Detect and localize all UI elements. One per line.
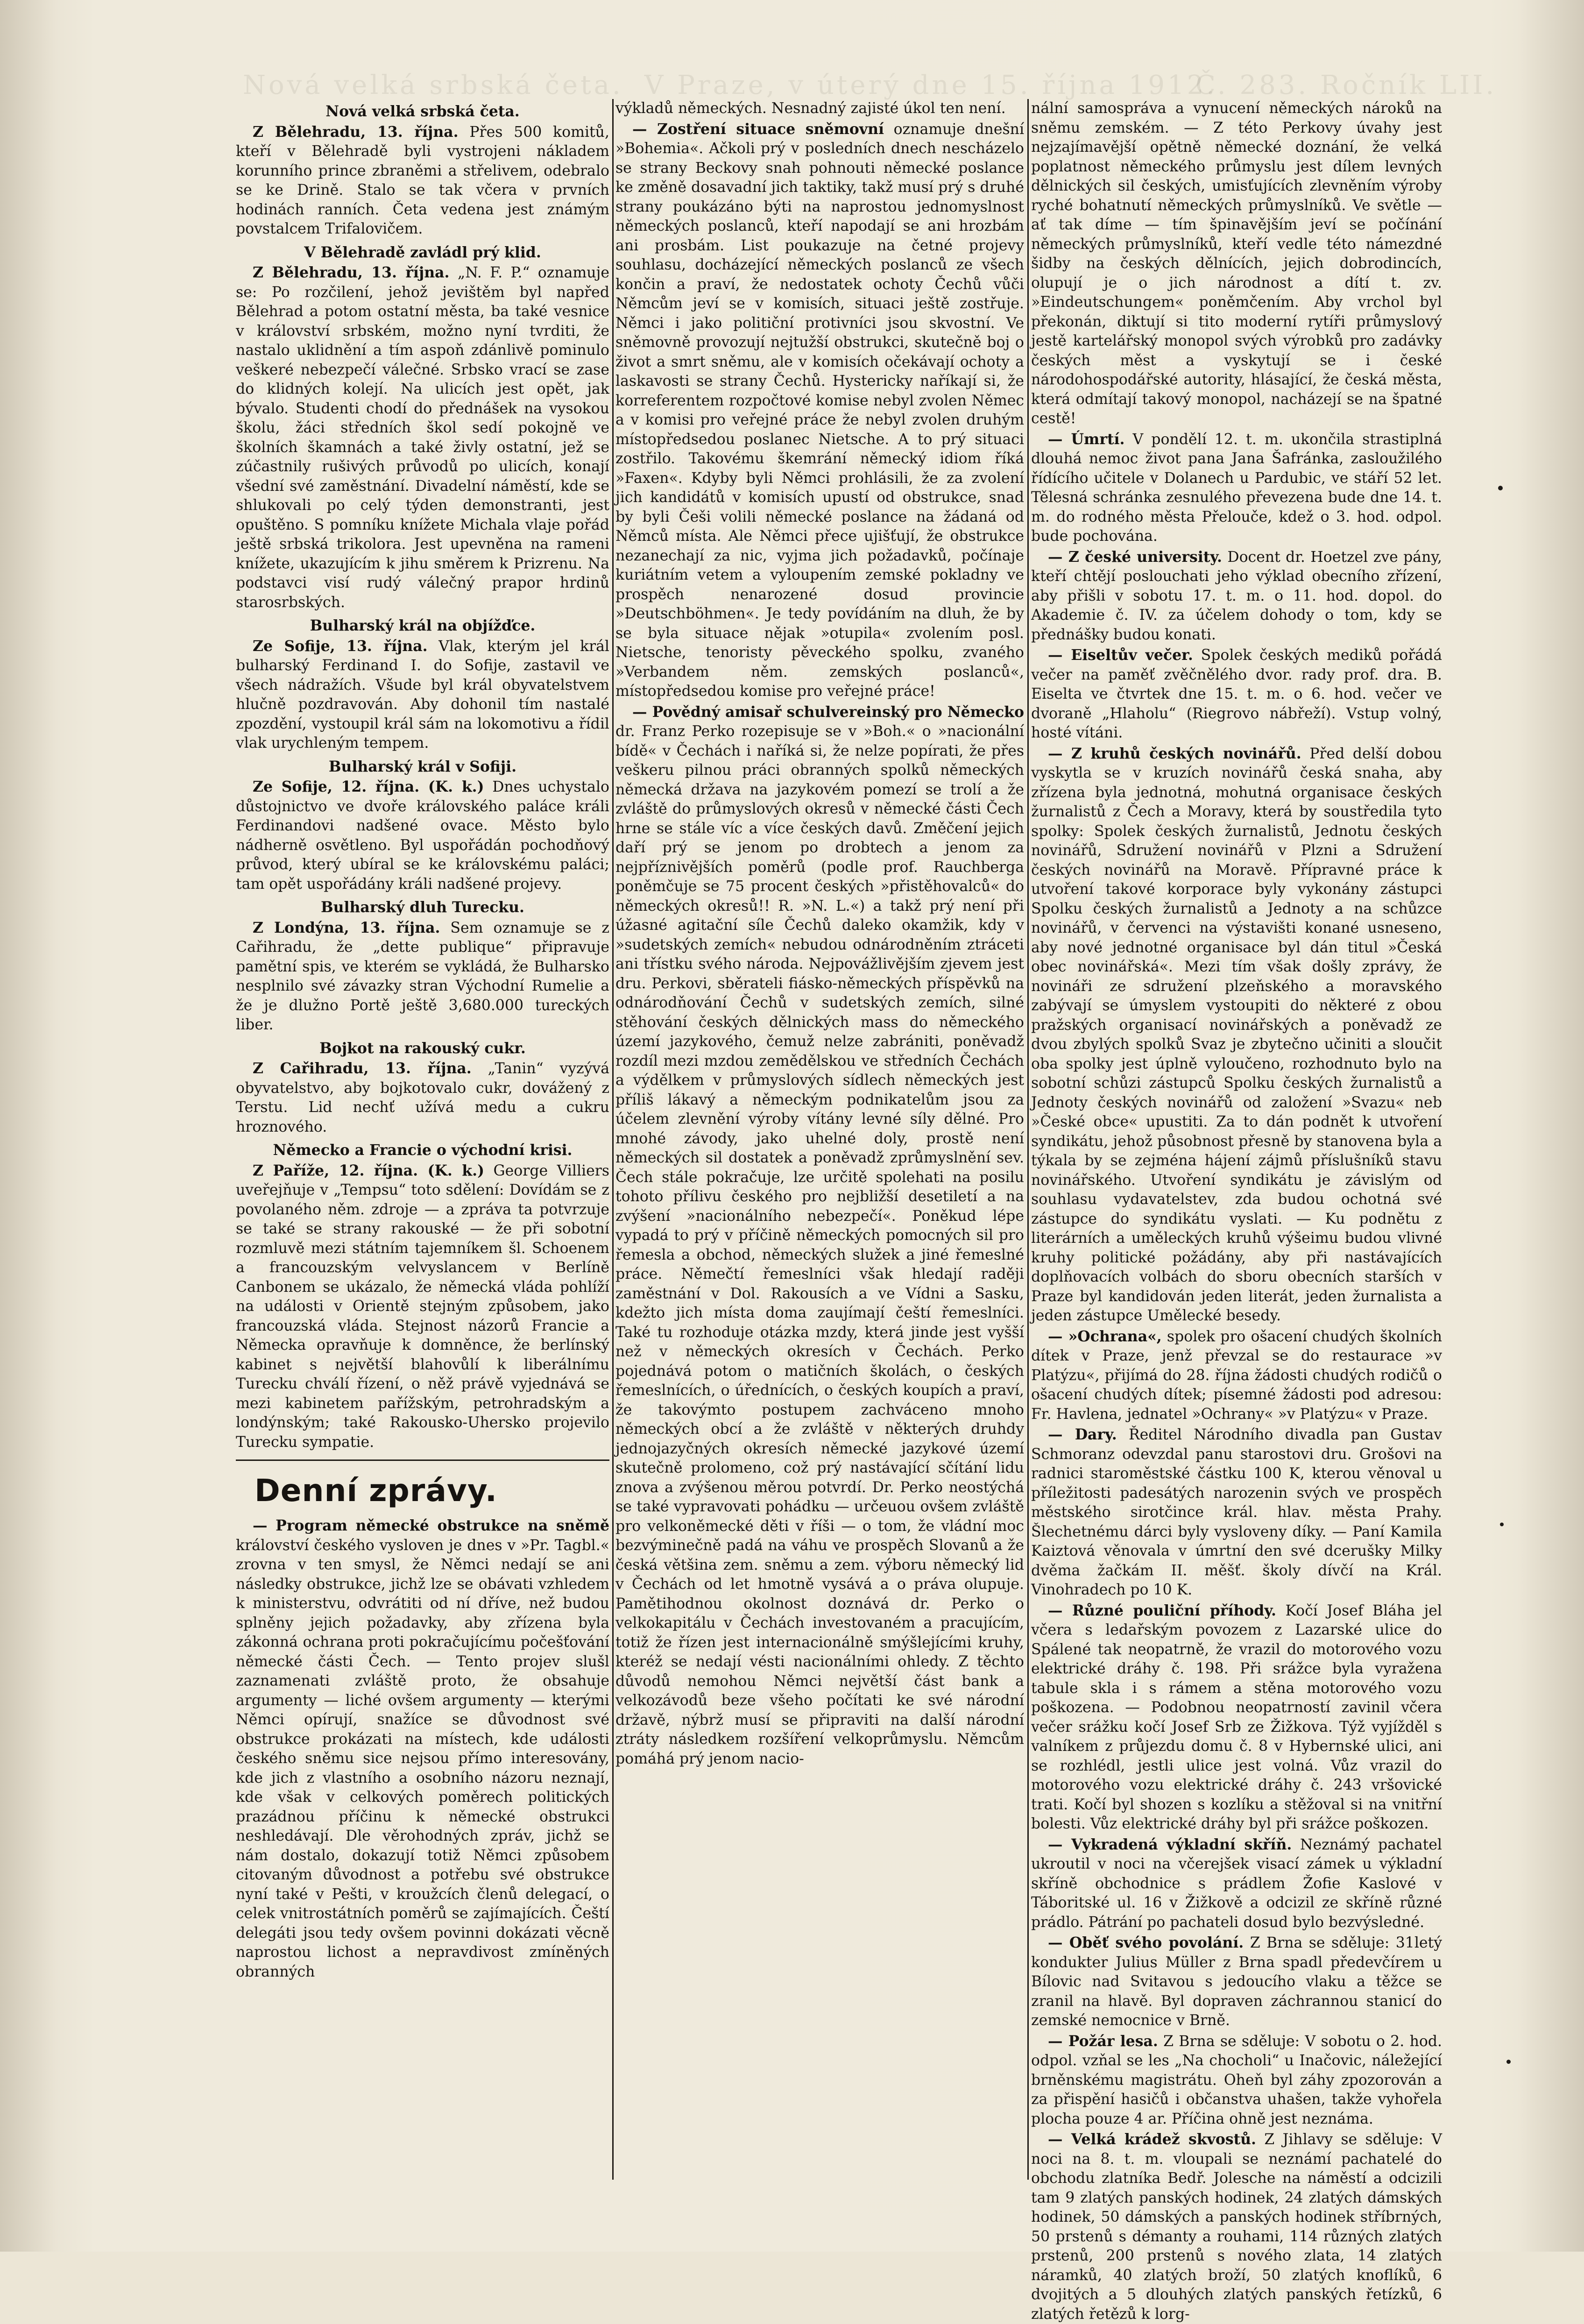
article-text: Přes 500 komitů, kteří v Bělehradě byli vystrojeni nákladem korunního prince zbraněmi a střelivem, odebralo se ke Drině. Stalo se tak včera v prvních hodinách ranních. Četa vedena jest známým povstalcem Trifalovičem. <box>236 123 609 237</box>
news-item-text: spolek pro ošacení chudých školních dítek v Praze, jenž převzal se do restaurace »v Platýzu«, přijímá do 28. října žádosti chudých rodičů o ošacení chudých dítek; písemné žádosti pod adresou: Fr. Havlena, jednatel »Ochrany« »v Platýzu« v Praze. <box>1031 1328 1442 1423</box>
article-text: oznamuje dnešní »Bohemia«. Ačkoli prý v posledních dnech nescházelo se strany Beckovy snah pohnouti německé poslance ke změně dosavadní jich taktiky, takž musí prý s druhé strany poukázáno býti na naprostou jednomyslnost německých poslanců, kteří napodají se ani hrozbám ani prosbám. List poukazuje na četné projevy souhlasu, docházející německých poslanců ze všech končin a praví, že nedostatek ochoty Čechů vůči Němcům jeví se v komisích, situaci ještě zostřuje. Němci i jako političní protivníci jsou skvostní. Ve sněmovně provozují nejtužší obstrukci, skutečně boj o život a smrt sněmu, ale v komisích očekávají ochoty a laskavosti se strany Čechů. Hystericky naříkají si, že korreferentem rozpočtové komise nebyl zvolen Němec a v komisi pro veřejné práce že nebyl zvolen druhým místopředsedou poslanec Nietsche. A to prý situaci zostřilo. Takovému škemrání německý idiom říká »Faxen«. Kdyby byli Němci prohlásili, že za zvolení jich kandidátů v komisích upustí od obstrukce, snad by byli Češi volili německé poslance na žádaná od Němců místa. Ale Němci přece ujišťují, že obstrukce nezanechají za nic, vyjma jich požadavků, počínaje kuriátním vetem a vyloupením zemské pokladny ve prospěch nenarozené dosud provincie »Deutschböhmen«. Je tedy povídáním na dluh, že by se byla situace nějak »otupila« zvolením posl. Nietsche, tenoristy pěveckého spolku, zvaného »Verbandem něm. zemských poslanců«, místopředsedou komise pro veřejné práce! <box>615 120 1025 700</box>
dateline: Z Cařihradu, 13. října. <box>253 1060 472 1077</box>
news-item-text: Z Jihlavy se sděluje: V noci na 8. t. m. vloupali se neznámí pachatelé do obchodu zlatníka Bedř. Jolesche na náměstí a odcizili tam 9 zlatých panských hodinek, 24 zlatých dámských hodinek, 50 dámských a panských hodinek stříbrných, 50 prstenů s démanty a rouhami, 114 různých zlatých prstenů, 200 prstenů s novéhо zlata, 14 zlatých náramků, 40 zlatých broží, 50 zlatých knoflíků, 6 dvojitých a 5 dlouhých zlatých panských řetízků, 6 zlatých řetězů k lorg- <box>1031 2131 1442 2323</box>
ghost-header-left: Nová velká srbská četa. <box>243 70 623 100</box>
article-title: V Bělehradě zavládl prý klid. <box>304 243 541 261</box>
news-item-text: Před delší dobou vyskytla se v kruzích novinářů česká snaha, aby zřízena byla jednotná, mohutná organisace českých žurnalistů z Čech a Moravy, která by soustředila tyto spolky: Spolek českých žurnalistů, Jednotu českých novinářů, Sdružení novinářů v Plzni a Sdružení českých novinářů na Moravě. Přípravné práce k utvoření takové korporace byly vykonány zástupci Spolku českých žurnalistů a Jednoty a na schůzce novinářů, v červenci na výstavišti konané usneseno, aby nové jednotné organisace byl dán titul »Česká obec novinářská«. Mezi tím však došly zprávy, že novináři ze sdružení plzeňského a moravského zabývají se úmyslem vystoupiti do některé z obou pražských organisací novinářských a poněvadž ze dvou zbylých spolků Svaz je zbytečno učiniti a sloučit oba spolky jest úplně vyloučeno, rozhodnuto bylo na sobotní schůzi zástupců Spolku českých žurnalistů a Jednoty českých novinářů od založení »Svazu« neb »České obce« upustiti. Za to dán podnět k utvoření syndikátu, jehož působnost přesně by stanovena byla a týkala by se zejména hájení zájmů příslušníků stavu novinářského. Utvoření syndikátu je závislým od souhlasu vydavatelstev, zda budou ochotná své zástupce do syndikátu vyslati. — Ku podnětu z literárních a uměleckých kruhů výšeimu budou vlivné kruhy politické požádány, aby při nastávajících doplňovacích volbách do sboru obecních starších v Praze byl kandidován jeden literát, jeden žurnalista a jeden zástupce Umělecké besedy. <box>1031 745 1442 1324</box>
print-speck <box>1506 2060 1511 2064</box>
news-item <box>1031 1425 1442 1600</box>
section-divider <box>236 1460 609 1461</box>
news-item-text: Spolek českých mediků pořádá večer na paměť zvěčnělého dvor. rady prof. dra. B. Eiselta ve čtvrtek dne 15. t. m. o 6. hod. večer ve dvoraně „Hlaholu“ (Riegrovo nábřeží). Vstup volný, hosté vítáni. <box>1031 647 1442 741</box>
news-item <box>1031 1835 1442 1933</box>
article-text: „Tanin“ vyzývá obyvatelstvo, aby bojkotovalo cukr, dovážený z Terstu. Lid nechť užívá medu a cukru hroznového. <box>236 1060 609 1135</box>
article-title: Bulharský dluh Turecku. <box>321 899 524 916</box>
news-item-lead: — Dary. <box>1048 1426 1117 1443</box>
article-text: George Villiers uveřejňuje v „Tempsu“ toto sdělení: Dovídám se z povolaného něm. zdroje — a zpráva ta potvrzuje se také se strany rakouské — že při sobotní rozmluvě mezi státním tajemníkem šl. Schoenem a francouzským velvyslancem v Berlíně Canbonem se ukázalo, že německá vláda pohlíží na události v Orientě stejným způsobem, jako francouzská vláda. Stejnost názorů Francie a Německa opravňuje k domněnce, že berlínský kabinet s největší blahovůlí k liberálnímu Turecku chválí řízení, o něž právě vyjednává se mezi kabinetem pařížským, petrohradským a londýnským; také Rakousko-Uhersko projevilo Turecku sympatie. <box>236 1162 609 1451</box>
news-item-text: Neznámý pachatel ukroutil v noci na včerejšek visací zámek u výkladní skříně obchodnice s prádlem Žofie Kaslové v Táboritské ul. 16 v Žižkově a odcizil ze skříně různé prádlo. Pátrání po pachateli dosud bylo bezvýsledné. <box>1031 1836 1443 1931</box>
article-text: Sem oznamuje se z Cařihradu, že „dette publique“ připravuje pamětní spis, ve kterém se vykládá, že Bulharsko nesplnilo své závazky stran Východní Rumelie a že je dlužno Portě ještě 3,680.000 tureckých liber. <box>236 919 609 1033</box>
article-text: království českého vysloven je dnes v »Pr. Tagbl.« zrovna v ten smysl, že Němci nedají se ani následky obstrukce, jichž lze se obávati vzhledem k ministerstvu, odvrátiti od ní dříve, než budou splněny jejich požadavky, aby zřízena byla zákonná ochrana proti pokračujícímu počešťování německé části Čech. — Tento projev slušl zaznamenati zvláště proto, že obsahuje argumenty — liché ovšem argumenty — kterými Němci opírují, snažíce se důvodnost své obstrukce prokázati na místech, kde události českého sněmu sice nejsou přímo interesovány, kde jich z vlastního a osobního názoru neznají, kde však v celkových poměrech politických prazádnou příčinu k německé obstrukci neshledávají. Dle věrohodných zpráv, jichž se nám dostalo, dokazují totiž Němci způsobem citovaným důvodnost a potřebu své obstrukce nyní také v Pešti, v kroužcích členů delegací, o celek vnitrostátních poměrů se zajímajících. Čeští delegáti jsou tedy ovšem povinni dokázati věcně naprostou lichost a nepravdivost zmíněných obranných <box>236 1537 609 1980</box>
article-paragraph <box>615 702 1024 1769</box>
news-item-lead: — Různé pouliční příhody. <box>1048 1601 1276 1619</box>
column-rule-2 <box>1027 99 1029 2180</box>
article-text: dr. Franz Perko rozepisuje se v »Boh.« o »nacionální bídě« v Čechách i naříká si, že nelze popírati, že přes veškeru pilnou práci obranných spolků německých německá državа na jazykovém pomezí se trolí a že zvláště do průmyslových okresů v německé části Čech hrne se stále víc a více českých davů. Změčení jejich daří prý se jenom po drobtech a jenom za nejpříznivějších poměrů (podle prof. Rauchberga poněmčuje se 75 procent českých »přistěhovalců« do německých okresů!! R. »N. L.«) a takž prý není při úžasné agitační síle Čechů daleko okamžik, kdy v »sudetských zemích« nebudou odnárodněním ztráceti ani třístku svého národa. Nejpovážlivějším zjevem jest dru. Perkovi, sběrateli fiásko-německých příspěvků na odnárodňování Čechů v sudetských zemích, silné stěhování českých dělnických mass do německého území jazykového, čemuž nelze zabrániti, poněvadž rozdíl mezi mzdou zemědělskou ve středních Čechách a výdělkem v průmyslových sídlech německých jest příliš lákavý a německým podnikatelům jsou za účelem zlevnění výroby vítány levné síly dělné. Pro mnohé závody, jako uhelné doly, prostě není německých sil dostatek a poněvadž zprůmyslnění sev. Čech stále pokračuje, lze určitě spolehati na posilu tohoto přílivu českého pro nejbližší desetiletí a na zvýšení »nacionálního nebezpečí«. Poněkud lépe vypadá to prý v příčině německých pomocných sil pro řemesla a obchod, německých služek a jiné řemeslné práce. Němečtí řemeslníci však hledají raději zaměstnání v Dol. Rakousích a ve Vídni a Sasku, kdežto jich místa doma zaujímají čeští řemeslníci. Také tu rozhoduje otázka mzdy, která jinde jest vyšší než v německých okresích v Čechách. Perko pojednává potom o matičních školách, o českých řemeslnících, o úřednících, o českých koupích a praví, že takovýmto postupem zachváceno mnoho německých obcí a že zvláště v některých druhdy jednojazyčných okresích německé jazykové území skutečně prolomeno, což prý nastávající sčítání lidu znova a zvýšenou měrou potvrdí. Dr. Perko neostýchá se také vypravovati pohádku — určeuou ovšem zvláště pro velkoněmecké děti v říši — o tom, že vládní moc bezvýminečně padá na váhu ve prospěch Slovanů a že česká většina zem. sněmu a zem. výboru německý lid v Čechách od let hmotně vysává a o práva olupuje. Pamětihodnou okolnost doznává dr. Perko o velkokapitálu v Čechách investovaném a pracujícím, totiž že řízen jest internacionálně smýšlejícími kruhy, kteréž se nedají vésti nacionálními ohledy. Z těchto důvodů nemohou Němci největší část bank a velkozávodů beze všeho počítati ke své národní državě, nýbrž musí se připraviti na další národní ztráty následkem rozšíření velkoprůmyslu. Němcům pomáhá prý jenom nacio- <box>615 723 1024 1767</box>
news-item <box>1031 2032 1442 2129</box>
news-item <box>1031 1327 1442 1424</box>
article-paragraph <box>236 637 609 753</box>
ghost-header-right: Č. 283. Ročník LII. <box>1195 70 1497 100</box>
article-paragraph <box>615 120 1024 701</box>
article-lead: — Program německé obstrukce na sněmě <box>253 1517 609 1534</box>
article-lead: — Povědný amisař schulvereinský pro Německo <box>632 703 1024 721</box>
news-item-lead: — Úmrtí. <box>1048 430 1125 448</box>
dateline: Ze Sofije, 12. října. (K. k.) <box>253 778 484 795</box>
print-speck <box>1500 1523 1504 1526</box>
column-3 <box>1031 99 1443 2323</box>
news-item-lead: — Z kruhů českých novinářů. <box>1048 744 1301 762</box>
article-continuation: výkladů německých. Nesnadný zajisté úkol ten není. <box>615 100 1006 117</box>
ghost-header-center: V Praze, v úterý dne 15. října 1912. <box>644 70 1218 100</box>
dateline: Z Bělehradu, 13. října. <box>253 264 450 281</box>
column-rule-1 <box>612 99 614 2180</box>
news-item-lead: — Z české university. <box>1048 548 1222 566</box>
news-item-lead: — Velká krádež skvostů. <box>1048 2131 1257 2148</box>
news-item <box>1031 2130 1442 2324</box>
news-item-text: Ředitel Národního divadla pan Gustav Schmoranz odevzdal panu starostovi dru. Grošovi na radnici staroměstské částku 100 K, kterou věnoval u příležitosti padesátých narozenin svých ve prospěch městského sirotčince král. hlav. města Prahy. Šlechetnému dárci byly vysloveny díky. — Paní Kamila Kaiztová věnovala v úmrtní den své dcerušky Milky dvěma žačkám II. měšť. školy dívčí na Král. Vinohradech po 10 K. <box>1031 1426 1442 1598</box>
article-paragraph <box>236 777 609 894</box>
article-title: Bojkot na rakouský cukr. <box>319 1039 526 1057</box>
news-item-text: Z Brna se sděluje: 31letý kondukter Julius Müller z Brna spadl předevčírem u Bílovic nad Svitavou s jedoucího vlaku a těžce se zranil na hlavě. Byl dopraven záchrannou stanicí do zemské nemocnice v Brně. <box>1031 1934 1442 2029</box>
article-text: Dnes uchystalo důstojnictvo ve dvoře královského paláce králi Ferdinandovi nadšené ovace. Město bylo nádherně osvětleno. Byl uspořádán pochodňový průvod, který ubíral se ke královskému paláci; tam opět uspořádány králi nadšené projevy. <box>236 779 609 893</box>
column-1 <box>236 99 609 2180</box>
news-item <box>1031 430 1442 546</box>
article-paragraph <box>236 1516 609 1982</box>
article-title: Německo a Francie o východní krisi. <box>273 1141 573 1159</box>
news-item-text: Kočí Josef Bláha jel včera s ledařským povozem z Lazarské ulice do Spálené tak neopatrně, že vrazil do motorového vozu elektrické dráhy č. 198. Při srážce byla vyražena tabule skla i s rámem a stěna motorového vozu poškozena. — Podobnou neopatrností zavinil včera večer srážku kočí Josef Srb ze Žižkova. Týž vyjížděl s valníkem z průjezdu domu č. 8 v Hybernské ulici, ani se rozhlédl, jestli ulice jest volná. Vůz vrazil do motorového vozu elektrické dráhy č. 243 vršovické trati. Kočí byl shozen s kozlíku a stěžoval si na vnitřní bolesti. Vůz elektrické dráhy byl při srážce poškozen. <box>1031 1602 1442 1832</box>
news-item-text: Docent dr. Hoetzel zve pány, kteří chtějí poslouchati jeho výklad obecního zřízení, aby přišli v sobotu 17. t. m. o 11. hod. dopol. do Akademie č. IV. za účelem dohody o tom, kdy se přednášky budou konati. <box>1031 548 1443 643</box>
news-item <box>1031 744 1442 1326</box>
article-title: Bulharský král na objížďce. <box>310 617 536 634</box>
dateline: Ze Sofije, 13. října. <box>253 637 428 655</box>
news-item-lead: — Vykradená výkladní skříň. <box>1048 1835 1292 1853</box>
dateline: Z Londýna, 13. října. <box>253 919 440 936</box>
article-text: „N. F. P.“ oznamuje se: Po rozčilení, jehož jevištěm byl napřed Bělehrad a potom ostatní města, ba také vesnice v království srbském, možno nyní tvrditi, že nastalo uklidnění a tím aspoň zdánlivě pominulo veškeré nebezpečí válečné. Srbsko vrací se zase do klidných kolejí. Na ulicích jest opět, jak bývalo. Studenti chodí do přednášek na vysokou školu, žáci středních škol sedí pokojně ve školních škamnách a také živly ostatní, jež se zúčastnily rušivých průvodů po ulicích, konají všední své zaměstnání. Divadelní náměstí, kde se shlukovali po celý týden demonstranti, jest opuštěno. S pomníku knížete Michala vlaje pořád ještě srbská trikolora. Jest upevněna na rameni knížete, ukazujícím k jihu směrem k Prizrenu. Na podstavci visí rudý válečný prapor hrdinů starosrbských. <box>236 264 610 611</box>
news-item <box>1031 1933 1442 2031</box>
news-item-text: Z Brna se sděluje: V sobotu o 2. hod. odpol. vzňal se les „Na chocholi“ u Inačovic, náležející brněnskému magistrátu. Oheň byl záhy zpozorován a za přispění hasičů i občanstva uhašen, takže vyhořela plocha pouze 4 ar. Příčina ohně jest neznáma. <box>1031 2033 1443 2127</box>
news-item-lead: — Oběť svého povolání. <box>1048 1934 1244 1951</box>
print-speck <box>1498 486 1503 490</box>
dateline: Z Bělehradu, 13. října. <box>253 123 459 141</box>
page-shadow-left <box>0 0 56 2252</box>
article-title: Nová velká srbská četa. <box>325 103 520 120</box>
news-item-text: V pondělí 12. t. m. ukončila strastiplná dlouhá nemoc život pana Jana Šafránka, zasloužilého řídícího učitele v Dolanech u Pardubic, ve stáří 52 let. Tělesná schránka zesnulého převezena bude dne 14. t. m. do rodného města Přelouče, kdež o 3. hod. odpol. bude pochována. <box>1031 431 1442 545</box>
article-continuation: nální samospráva a vynucení německých nároků na sněmu zemském. — Z této Perkovy úvahy jest nejzajímavější opětně německé doznání, že velká poplatnost německého průmyslu jest dílem levných dělnických sil českých, umisťujících zlevněním výroby ryché bohatnutí německých průmyslníků. Ve světle — ať tak díme — tím špinavějším jeví se počínání německých průmyslníků, kteří vedle této námezdné šidby na českých dělnících, jejich dobrodincích, olupují je o jich národnost a dítí t. zv. »Eindeutschungem« poněmčením. Aby vrchol byl překonán, diktují si tito moderní rytíři průmyslový jestě kartelářský monopol svých výrobků pro zadávky českých měst a vyskytují se i české národohospodářské autority, hlásající, že česká města, která odmítají takový monopol, nacházejí se na špatné cestě! <box>1031 100 1442 427</box>
article-paragraph <box>236 918 609 1035</box>
news-item <box>1031 1601 1442 1834</box>
page-shadow-right <box>1519 0 1584 2252</box>
dateline: Z Paříže, 12. října. (K. k.) <box>253 1162 484 1179</box>
news-item <box>1031 547 1442 645</box>
article-paragraph <box>236 122 609 239</box>
news-item-lead: — Požár lesa. <box>1048 2032 1158 2050</box>
article-title: Bulharský král v Sofiji. <box>328 758 517 775</box>
article-paragraph <box>236 263 609 612</box>
column-2 <box>615 99 1024 2180</box>
news-item <box>1031 645 1442 743</box>
article-text: Vlak, kterým jel král bulharský Ferdinand I. do Sofije, zastavil ve všech nádražích. Všude byl král obyvatelstvem hlučně pozdravován. Aby dohonil tím nastalé zpozdění, vystoupil král sám na lokomotivu a řídil vlak urychleným tempem. <box>236 638 610 751</box>
news-item-lead: — »Ochrana«, <box>1048 1327 1162 1345</box>
article-paragraph <box>236 1059 609 1137</box>
article-paragraph <box>236 1161 609 1452</box>
section-title: Denní zprávy. <box>255 1473 497 1509</box>
article-lead: — Zostření situace sněmovní <box>632 120 884 138</box>
news-item-lead: — Eiseltův večer. <box>1048 646 1193 664</box>
